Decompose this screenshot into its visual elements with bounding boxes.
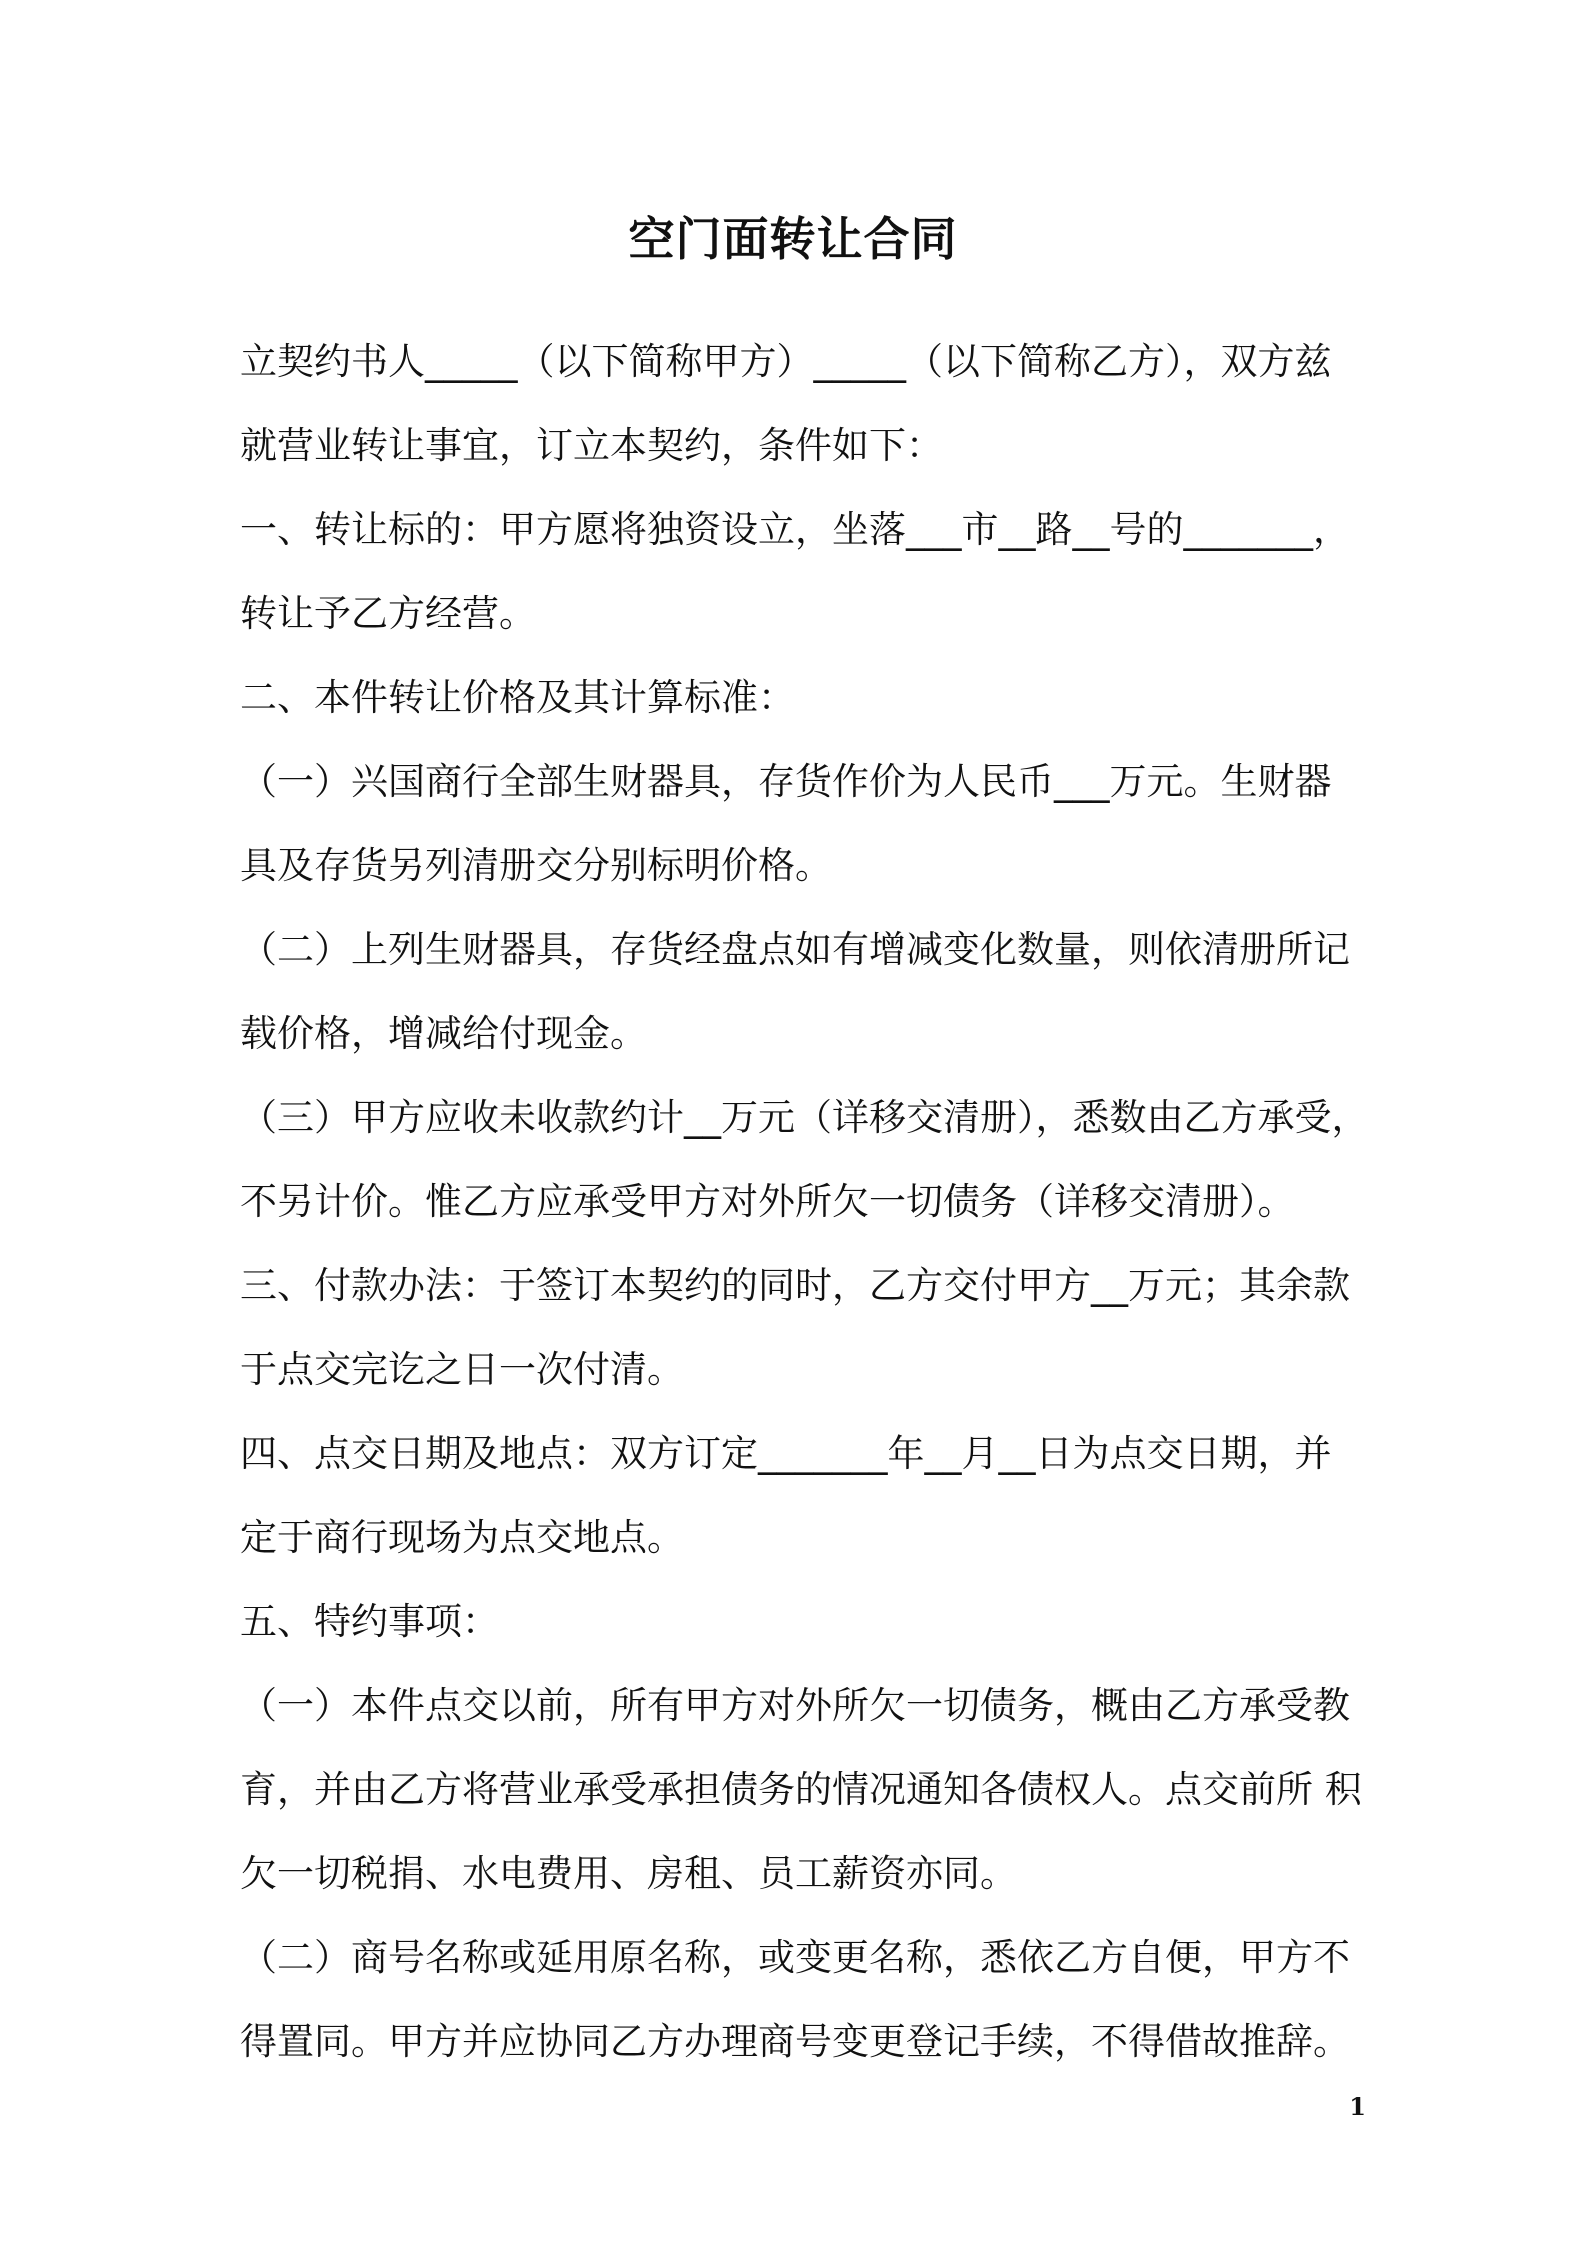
body-line: 二、本件转让价格及其计算标准： — [240, 676, 795, 719]
body-line: 不另计价。惟乙方应承受甲方对外所欠一切债务（详移交清册）。 — [240, 1180, 1295, 1223]
body-line: 四、点交日期及地点：双方订定_______年__月__日为点交日期，并 — [240, 1432, 1332, 1475]
body-line: （三）甲方应收未收款约计__万元（详移交清册），悉数由乙方承受， — [240, 1096, 1369, 1139]
body-line: 载价格，增减给付现金。 — [240, 1012, 647, 1055]
body-line: 就营业转让事宜，订立本契约，条件如下： — [240, 424, 943, 467]
body-line: 得置同。甲方并应协同乙方办理商号变更登记手续，不得借故推辞。 — [240, 2020, 1350, 2063]
body-line: 于点交完讫之日一次付清。 — [240, 1348, 684, 1391]
document-title: 空门面转让合同 — [628, 212, 958, 266]
body-line: （二）上列生财器具，存货经盘点如有增减变化数量，则依清册所记 — [240, 928, 1350, 971]
body-line: 定于商行现场为点交地点。 — [240, 1516, 684, 1559]
body-line: 三、付款办法：于签订本契约的同时，乙方交付甲方__万元；其余款 — [240, 1264, 1350, 1307]
body-line: 五、特约事项： — [240, 1600, 499, 1643]
body-line: 欠一切税捐、水电费用、房租、员工薪资亦同。 — [240, 1852, 1017, 1895]
page-number: 1 — [1349, 2092, 1366, 2121]
body-line: （二）商号名称或延用原名称，或变更名称，悉依乙方自便，甲方不 — [240, 1936, 1350, 1979]
body-line: （一）本件点交以前，所有甲方对外所欠一切债务，概由乙方承受教 — [240, 1684, 1350, 1727]
body-line: 育，并由乙方将营业承受承担债务的情况通知各债权人。点交前所 积 — [240, 1768, 1362, 1811]
body-line: 转让予乙方经营。 — [240, 592, 536, 635]
body-line: 立契约书人_____（以下简称甲方）_____（以下简称乙方），双方兹 — [240, 340, 1332, 383]
body-line: 具及存货另列清册交分别标明价格。 — [240, 844, 832, 887]
body-line: （一）兴国商行全部生财器具，存货作价为人民币___万元。生财器 — [240, 760, 1332, 803]
body-line: 一、转让标的：甲方愿将独资设立，坐落___市__路__号的_______， — [240, 508, 1350, 551]
document-body — [240, 320, 1369, 2084]
